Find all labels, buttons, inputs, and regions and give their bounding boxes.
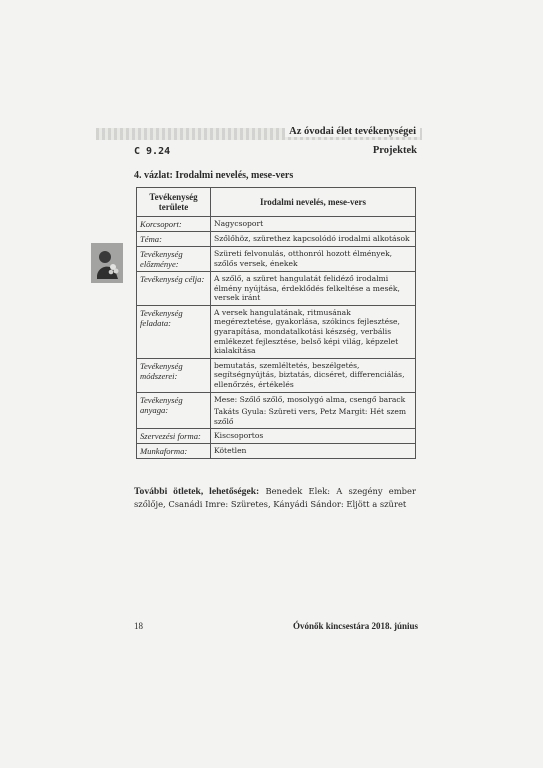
row-label: Tevékenység előzménye: [137, 247, 211, 272]
row-label: Munkaforma: [137, 444, 211, 459]
table-row [137, 429, 416, 444]
further-ideas-heading: További ötletek, lehetőségek: [134, 486, 260, 497]
table-row [137, 358, 416, 392]
row-label: Téma: [137, 232, 211, 247]
row-value: A versek hangulatának, ritmusának megéreztetése, gyakorlása, szókincs fejlesztése, gyarapítása, mondatalkotási készség, verbális emlékezet fejlesztése, belső képi világ, képzelet kialakítása [211, 305, 416, 358]
row-label: Szervezési forma: [137, 429, 211, 444]
page-number: 18 [134, 621, 143, 631]
page-code: C 9.24 [134, 146, 171, 157]
table-header-row [137, 188, 416, 217]
magazine-footer: Óvónők kincsestára 2018. június [292, 621, 418, 631]
row-value: Nagycsoport [211, 217, 416, 232]
row-value: Kötetlen [211, 444, 416, 459]
category-label: Projektek [372, 145, 417, 156]
lesson-plan-table [136, 187, 416, 459]
row-label: Tevékenység feladata: [137, 305, 211, 358]
table-row [137, 232, 416, 247]
column-header: Tevékenység területe [137, 188, 211, 217]
table-row [137, 305, 416, 358]
table-row [137, 247, 416, 272]
outline-title: 4. vázlat: Irodalmi nevelés, mese-vers [134, 170, 294, 181]
row-label: Tevékenység célja: [137, 272, 211, 306]
row-value: bemutatás, szemléltetés, beszélgetés, segítségnyújtás, biztatás, dicséret, differenciálás, ellenőrzés, értékelés [211, 358, 416, 392]
row-value: Kiscsoportos [211, 429, 416, 444]
table-row [137, 272, 416, 306]
row-label: Tevékenység anyaga: [137, 392, 211, 429]
further-ideas-paragraph [134, 485, 416, 511]
row-value: Szüreti felvonulás, otthonról hozott élmények, szőlős versek, énekek [211, 247, 416, 272]
section-title: Az óvodai élet tevékenységei [285, 126, 420, 137]
table-row [137, 444, 416, 459]
table-row [137, 217, 416, 232]
child-illustration-icon [91, 243, 123, 283]
further-ideas-text: Benedek Elek: A szegény ember szőlője, Csanádi Imre: Szüretes, Kányádi Sándor: Eljött a szüret [134, 486, 417, 509]
row-value: A szőlő, a szüret hangulatát felidéző irodalmi élmény nyújtása, érdeklődés felkeltése a mesék, versek iránt [211, 272, 416, 306]
row-label: Tevékenység módszerei: [137, 358, 211, 392]
table-row [137, 392, 416, 429]
column-header: Irodalmi nevelés, mese-vers [211, 188, 416, 217]
row-value: Mese: Szőlő szőlő, mosolygó alma, csengő barack Takáts Gyula: Szüreti vers, Petz Margit: Hét szem szőlő [211, 392, 416, 429]
row-label: Korcsoport: [137, 217, 211, 232]
row-value: Szőlőhöz, szürethez kapcsolódó irodalmi alkotások [211, 232, 416, 247]
